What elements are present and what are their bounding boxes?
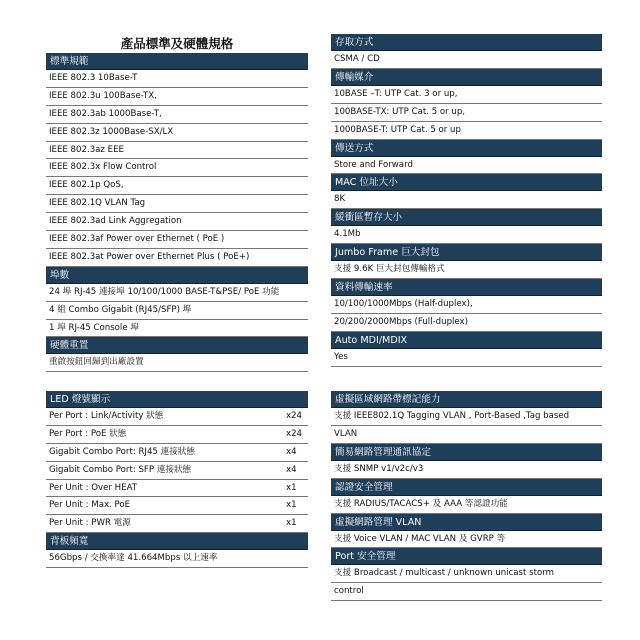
spec-line: 8K (331, 191, 602, 209)
section-header-backplane: 背板頻寬 (46, 533, 308, 550)
led-label: Per Unit : Max. PoE (49, 500, 131, 511)
led-qty: x24 (286, 428, 303, 439)
section-header-buffer: 緩衝區暫存大小 (331, 209, 602, 226)
transmission-spec-column (331, 34, 602, 367)
led-spec-column (46, 391, 308, 568)
led-label: Per Port : Link/Activity 狀態 (49, 411, 164, 421)
spec-line: 支援 Voice VLAN / MAC VLAN 及 GVRP 等 (331, 531, 602, 549)
spec-line: VLAN (331, 426, 602, 444)
hardware-spec-column (46, 34, 308, 372)
spec-line: 支援 9.6K 巨大封包傳輸格式 (331, 261, 602, 279)
section-header-snmp: 簡易網路管理通訊協定 (331, 444, 602, 461)
led-label: Gigabit Combo Port: RJ45 連接狀態 (49, 446, 195, 457)
section-header-access-method: 存取方式 (331, 34, 602, 51)
spec-line: IEEE 802.1Q VLAN Tag (46, 195, 308, 213)
spec-line: Yes (331, 349, 602, 367)
spec-line: control (331, 583, 602, 601)
section-header-port-security: Port 安全管理 (331, 548, 602, 565)
led-label: Gigabit Combo Port: SFP 連接狀態 (49, 464, 192, 475)
spec-line: IEEE 802.3at Power over Ethernet Plus ( PoE+) (46, 249, 308, 267)
led-label: Per Unit : PWR 電源 (49, 518, 131, 529)
spec-line: 24 埠 RJ-45 連接埠 10/100/1000 BASE-T&PSE/ PoE 功能 (46, 284, 308, 302)
led-qty: x4 (286, 464, 297, 475)
spec-line: IEEE 802.3ab 1000Base-T, (46, 106, 308, 124)
section-header-ports: 埠數 (46, 267, 308, 284)
spec-line: 10BASE –T: UTP Cat. 3 or up, (331, 86, 602, 104)
section-header-vlan-management: 虛擬網路管理 VLAN (331, 514, 602, 531)
led-row (46, 497, 308, 515)
led-qty: x1 (286, 482, 297, 493)
spec-line: IEEE 802.3af Power over Ethernet ( PoE ) (46, 231, 308, 249)
spec-line: 重啟按鈕回歸到出廠設置 (46, 354, 308, 372)
section-header-vlan-tagging: 虛擬區域網路帶標記能力 (331, 391, 602, 408)
spec-line: 4.1Mb (331, 226, 602, 244)
spec-line: IEEE 802.3u 100Base-TX, (46, 88, 308, 106)
section-header-jumbo-frame: Jumbo Frame 巨大封包 (331, 244, 602, 261)
section-header-media: 傳輸媒介 (331, 69, 602, 86)
spec-line: 4 組 Combo Gigabit (RJ45/SFP) 埠 (46, 302, 308, 320)
section-header-mac-table: MAC 位址大小 (331, 174, 602, 191)
led-row (46, 480, 308, 498)
led-label: Per Port : PoE 狀態 (49, 428, 127, 439)
spec-line: 20/200/2000Mbps (Full-duplex) (331, 314, 602, 332)
spec-line: 100BASE-TX: UTP Cat. 5 or up, (331, 104, 602, 122)
section-header-auto-mdi: Auto MDI/MDIX (331, 332, 602, 349)
spec-line: 支援 IEEE802.1Q Tagging VLAN , Port-Based ,Tag based (331, 408, 602, 426)
spec-line: Store and Forward (331, 157, 602, 175)
spec-line: IEEE 802.3 10Base-T (46, 70, 308, 88)
led-qty: x1 (286, 500, 297, 511)
led-row (46, 426, 308, 444)
section-header-standards: 標準規範 (46, 53, 308, 70)
spec-line: IEEE 802.3x Flow Control (46, 159, 308, 177)
led-row (46, 408, 308, 426)
page-title: 產品標準及硬體規格 (120, 36, 234, 51)
led-qty: x1 (286, 518, 297, 529)
section-header-data-rate: 資料傳輸速率 (331, 279, 602, 296)
spec-line: IEEE 802.3ad Link Aggregation (46, 213, 308, 231)
spec-line: 56Gbps / 交換率達 41.664Mbps 以上速率 (46, 550, 308, 568)
management-spec-column (331, 391, 602, 601)
spec-line: 支援 Broadcast / multicast / unknown unicast storm (331, 565, 602, 583)
led-row (46, 444, 308, 462)
spec-line: IEEE 802.3az EEE (46, 142, 308, 160)
led-qty: x4 (286, 446, 297, 457)
led-qty: x24 (286, 411, 303, 421)
section-header-hardware-reset: 硬體重置 (46, 337, 308, 354)
spec-line: IEEE 802.3z 1000Base-SX/LX (46, 124, 308, 142)
spec-line: CSMA / CD (331, 51, 602, 69)
spec-line: IEEE 802.1p QoS, (46, 177, 308, 195)
led-row (46, 515, 308, 533)
led-row (46, 462, 308, 480)
section-header-forwarding: 傳送方式 (331, 140, 602, 157)
section-header-auth-security: 認證安全管理 (331, 479, 602, 496)
spec-line: 10/100/1000Mbps (Half-duplex), (331, 296, 602, 314)
spec-line: 1000BASE-T: UTP Cat. 5 or up (331, 122, 602, 140)
spec-line: 支援 SNMP v1/v2c/v3 (331, 461, 602, 479)
section-header-led: LED 燈號顯示 (46, 391, 308, 408)
spec-line: 1 埠 RJ-45 Console 埠 (46, 320, 308, 338)
led-label: Per Unit : Over HEAT (49, 482, 138, 493)
spec-line: 支援 RADIUS/TACACS+ 及 AAA 等認證功能 (331, 496, 602, 514)
